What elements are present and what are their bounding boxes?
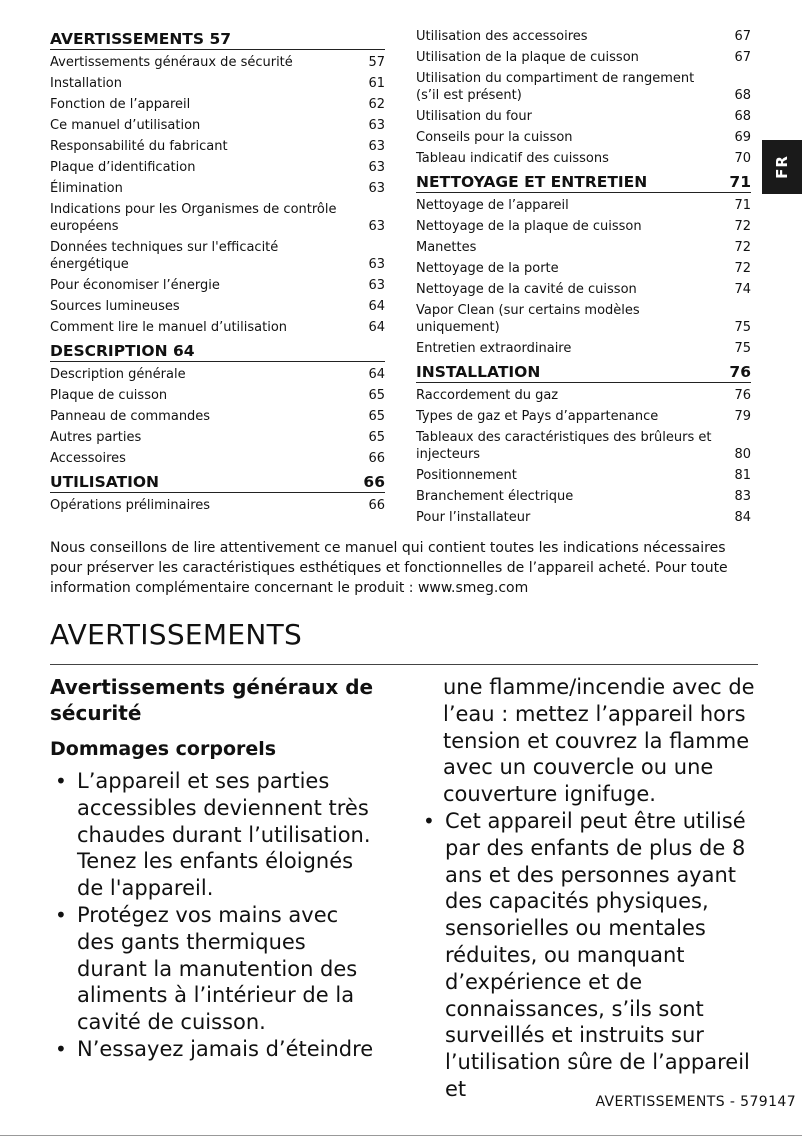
- toc-entry[interactable]: [416, 465, 751, 486]
- toc-entry-title: Pour l’installateur: [416, 510, 531, 525]
- page-footer: AVERTISSEMENTS - 579147: [595, 1094, 796, 1110]
- toc-entry[interactable]: [416, 68, 751, 106]
- toc-entry[interactable]: [416, 106, 751, 127]
- toc-entry[interactable]: [50, 427, 385, 448]
- toc-entry-page: 66: [368, 451, 385, 466]
- toc-right-column: [416, 26, 751, 528]
- intro-paragraph: Nous conseillons de lire attentivement ce manuel qui contient toutes les indications nécessaires pour préserver les caractéristiques esthétiques et fonctionnelles de l’appareil acheté. Pour toute information complémentaire concernant le produit : www.smeg.com: [50, 540, 728, 596]
- toc-entry[interactable]: [50, 73, 385, 94]
- toc-entry[interactable]: [50, 406, 385, 427]
- toc-section-title: INSTALLATION: [416, 363, 541, 381]
- toc-entry-title: Nettoyage de la cavité de cuisson: [416, 282, 637, 297]
- toc-entry-page: 80: [734, 447, 751, 462]
- toc-entry-page: 72: [734, 240, 751, 255]
- toc-section-title: AVERTISSEMENTS 57: [50, 30, 232, 48]
- toc-entry[interactable]: [50, 199, 385, 237]
- toc-entry[interactable]: [416, 47, 751, 68]
- toc-entry-page: 65: [368, 388, 385, 403]
- toc-entry-page: 72: [734, 219, 751, 234]
- warning-bullet: • N’essayez jamais d’éteindre: [50, 1036, 380, 1063]
- toc-entry[interactable]: [416, 195, 751, 216]
- toc-entry-title: Branchement électrique: [416, 489, 574, 504]
- toc-entry-title: Types de gaz et Pays d’appartenance: [416, 409, 659, 424]
- toc-entry-title: Autres parties: [50, 430, 142, 445]
- toc-entry[interactable]: [416, 127, 751, 148]
- toc-entry[interactable]: [50, 115, 385, 136]
- toc-entry-page: 57: [368, 55, 385, 70]
- toc-entry-title: Utilisation des accessoires: [416, 29, 588, 44]
- toc-entry-page: 65: [368, 409, 385, 424]
- toc-section-heading[interactable]: [50, 340, 385, 362]
- subsection-title: Dommages corporels: [50, 738, 277, 760]
- toc-entry-page: 63: [368, 257, 385, 272]
- toc-entry-title: Plaque de cuisson: [50, 388, 168, 403]
- toc-entry-page: 63: [368, 139, 385, 154]
- toc-entry[interactable]: [416, 216, 751, 237]
- toc-entry[interactable]: [50, 296, 385, 317]
- toc-entry[interactable]: [416, 279, 751, 300]
- toc-entry-page: 63: [368, 219, 385, 234]
- title-divider: [50, 664, 758, 665]
- toc-entry-title: Raccordement du gaz: [416, 388, 559, 403]
- toc-entry-page: 61: [368, 76, 385, 91]
- toc-entry-title: Comment lire le manuel d’utilisation: [50, 320, 288, 335]
- toc-entry-page: 68: [734, 88, 751, 103]
- toc-entry-page: 74: [734, 282, 751, 297]
- toc-entry-title: Manettes: [416, 240, 477, 255]
- toc-entry-title: Sources lumineuses: [50, 299, 180, 314]
- warning-bullet: • Protégez vos mains avec des gants thermiques durant la manutention des aliments à l’intérieur de la cavité de cuisson.: [50, 902, 380, 1036]
- toc-section-page: 71: [729, 173, 751, 191]
- toc-entry[interactable]: [50, 275, 385, 296]
- toc-entry[interactable]: [416, 26, 751, 47]
- toc-entry[interactable]: [416, 486, 751, 507]
- toc-entry-title: Accessoires: [50, 451, 126, 466]
- toc-entry-page: 65: [368, 430, 385, 445]
- toc-entry-title: Ce manuel d’utilisation: [50, 118, 201, 133]
- toc-entry-title: Plaque d’identification: [50, 160, 196, 175]
- toc-entry-page: 70: [734, 151, 751, 166]
- toc-entry-page: 62: [368, 97, 385, 112]
- toc-entry-title: Installation: [50, 76, 123, 91]
- toc-entry[interactable]: [50, 157, 385, 178]
- body-left-column: [50, 674, 380, 1063]
- toc-entry[interactable]: [416, 300, 751, 338]
- toc-section-title: DESCRIPTION 64: [50, 342, 195, 360]
- warning-list-right: [418, 808, 758, 1103]
- page-title: AVERTISSEMENTS: [50, 618, 303, 651]
- toc-entry-title: Panneau de commandes: [50, 409, 211, 424]
- toc-entry[interactable]: [50, 364, 385, 385]
- toc-entry-page: 63: [368, 160, 385, 175]
- toc-entry-page: 66: [368, 498, 385, 513]
- toc-entry-title: Nettoyage de la plaque de cuisson: [416, 219, 642, 234]
- language-tab: [762, 140, 802, 194]
- toc-entry[interactable]: [50, 448, 385, 469]
- toc-section-heading[interactable]: [416, 171, 751, 193]
- toc-entry-title: Vapor Clean (sur certains modèles uniquement): [416, 303, 640, 335]
- toc-entry-page: 68: [734, 109, 751, 124]
- toc-entry[interactable]: [416, 507, 751, 528]
- toc-entry[interactable]: [50, 52, 385, 73]
- toc-entry-title: Indications pour les Organismes de contrôle européens: [50, 202, 337, 234]
- toc-entry-page: 63: [368, 181, 385, 196]
- toc-left-column: [50, 26, 385, 516]
- toc-entry[interactable]: [416, 406, 751, 427]
- toc-entry[interactable]: [50, 178, 385, 199]
- toc-entry-page: 75: [734, 320, 751, 335]
- toc-entry[interactable]: [416, 148, 751, 169]
- toc-entry-title: Positionnement: [416, 468, 517, 483]
- toc-section-heading[interactable]: [50, 28, 385, 50]
- toc-section-heading[interactable]: [416, 361, 751, 383]
- body-right-column: [418, 674, 758, 1103]
- warning-bullet: • L’appareil et ses parties accessibles deviennent très chaudes durant l’utilisation. Tenez les enfants éloignés de l'appareil.: [50, 768, 380, 902]
- toc-entry[interactable]: [50, 495, 385, 516]
- toc-entry-page: 67: [734, 50, 751, 65]
- toc-section-page: 76: [729, 363, 751, 381]
- toc-entry-title: Description générale: [50, 367, 186, 382]
- warning-bullet: • Cet appareil peut être utilisé par des enfants de plus de 8 ans et des personnes ayant des capacités physiques, sensorielles ou mentales réduites, ou manquant d’expérience et de connaissances, s’ils sont surveillés et instruits sur l’utilisation sûre de l’appareil et: [418, 808, 758, 1103]
- toc-entry-title: Entretien extraordinaire: [416, 341, 572, 356]
- section-title: Avertissements généraux de sécurité: [50, 675, 374, 725]
- toc-entry-title: Tableau indicatif des cuissons: [416, 151, 609, 166]
- toc-entry-page: 75: [734, 341, 751, 356]
- toc-entry-page: 81: [734, 468, 751, 483]
- toc-entry-title: Utilisation de la plaque de cuisson: [416, 50, 639, 65]
- toc-entry-page: 76: [734, 388, 751, 403]
- toc-entry-title: Pour économiser l’énergie: [50, 278, 220, 293]
- continued-warning-text: une flamme/incendie avec de l’eau : mettez l’appareil hors tension et couvrez la flamme avec un couvercle ou une couverture ignifuge.: [443, 675, 755, 807]
- toc-entry-title: Utilisation du four: [416, 109, 532, 124]
- toc-entry-page: 79: [734, 409, 751, 424]
- toc-entry-page: 69: [734, 130, 751, 145]
- toc-section-heading[interactable]: [50, 471, 385, 493]
- toc-section-title: UTILISATION: [50, 473, 160, 491]
- toc-entry-page: 83: [734, 489, 751, 504]
- toc-entry-title: Avertissements généraux de sécurité: [50, 55, 293, 70]
- toc-entry-page: 72: [734, 261, 751, 276]
- toc-entry-page: 67: [734, 29, 751, 44]
- toc-entry-title: Nettoyage de l’appareil: [416, 198, 569, 213]
- toc-entry[interactable]: [50, 94, 385, 115]
- toc-entry-title: Élimination: [50, 181, 123, 196]
- toc-entry[interactable]: [416, 385, 751, 406]
- toc-entry[interactable]: [416, 338, 751, 359]
- toc-entry[interactable]: [416, 258, 751, 279]
- toc-entry[interactable]: [416, 237, 751, 258]
- language-tab-label: FR: [772, 155, 791, 179]
- toc-entry-title: Données techniques sur l'efficacité énergétique: [50, 240, 279, 272]
- toc-entry-page: 64: [368, 320, 385, 335]
- toc-entry-page: 63: [368, 278, 385, 293]
- toc-entry-page: 63: [368, 118, 385, 133]
- toc-entry[interactable]: [50, 317, 385, 338]
- toc-entry-title: Responsabilité du fabricant: [50, 139, 228, 154]
- toc-entry-page: 71: [734, 198, 751, 213]
- toc-entry-title: Tableaux des caractéristiques des brûleurs et injecteurs: [416, 430, 712, 462]
- toc-entry[interactable]: [50, 136, 385, 157]
- toc-entry-title: Conseils pour la cuisson: [416, 130, 573, 145]
- toc-entry-title: Fonction de l’appareil: [50, 97, 191, 112]
- toc-entry-page: 64: [368, 367, 385, 382]
- toc-entry-title: Utilisation du compartiment de rangement (s’il est présent): [416, 71, 695, 103]
- toc-entry[interactable]: [50, 385, 385, 406]
- toc-entry-page: 64: [368, 299, 385, 314]
- toc-entry[interactable]: [416, 427, 751, 465]
- toc-entry[interactable]: [50, 237, 385, 275]
- warning-list-left: [50, 768, 380, 1063]
- toc-section-title: NETTOYAGE ET ENTRETIEN: [416, 173, 648, 191]
- toc-entry-title: Nettoyage de la porte: [416, 261, 559, 276]
- toc-section-page: 66: [363, 473, 385, 491]
- toc-entry-page: 84: [734, 510, 751, 525]
- toc-entry-title: Opérations préliminaires: [50, 498, 211, 513]
